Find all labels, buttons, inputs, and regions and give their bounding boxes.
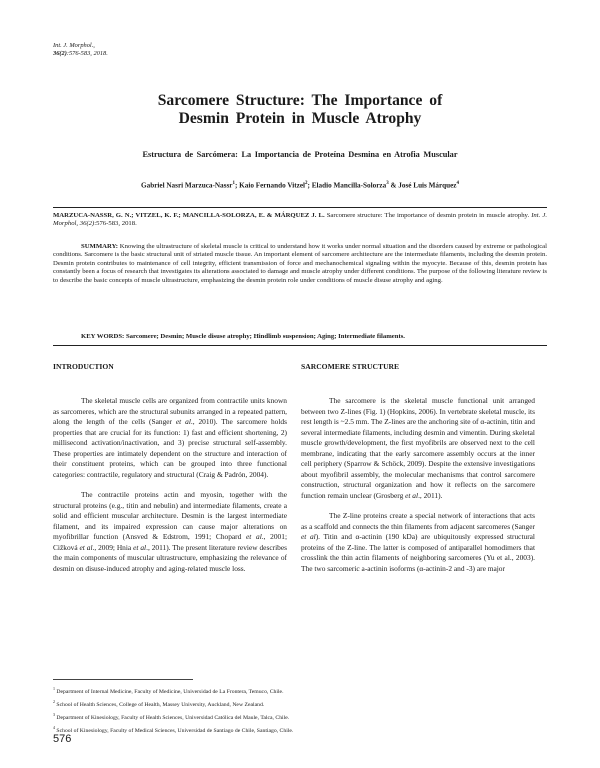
author-name: José Luis Márquez <box>398 181 457 190</box>
paragraph: The sarcomere is the skeletal muscle functional unit arranged between two Z-lines (Fig. 1) (Hopkins, 2006). In vertebrate skeletal muscle, its rest length is ~2.5 mm. The Z-lines are the anchoring site of α-actinin, titin and several intermediate filaments, including desmin and vimentin. During skeletal muscle growth/development, the first myofibrils are observed next to the cell membrane, indicating that the early sarcomere assembly occurs at the inner cell periphery (Sparrow & Schöck, 2009). Despite the extensive investigations about myofibril assembly, the molecular mechanisms that control sarcomere construction, structural organization and how it reflects on the sarcomere function remain unclear (Grosberg et al., 2011). <box>301 396 535 500</box>
journal-header <box>53 42 108 58</box>
footnotes <box>53 684 293 736</box>
right-column <box>301 396 535 574</box>
citation-authors: MARZUCA-NASSR, G. N.; VITZEL, K. F.; MANCILLA-SOLORZA, E. & MÁRQUEZ J. L. <box>53 212 325 219</box>
footnote: $^4$ School of Kinesiology, Faculty of Medical Sciences, Universidad de Santiago de Chile, Santiago, Chile. <box>53 724 294 734</box>
author-affiliation: 3 <box>386 181 389 186</box>
paragraph: The Z-line proteins create a special network of interactions that acts as a scaffold and connects the thin filaments from adjacent sarcomeres (Sanger et al). Titin and α-actinin (190 kDa) are ubiquitously expressed structural proteins of the Z-line. The latter is composed of antiparallel homodimers that crosslink the thin actin filaments of neighboring sarcomeres (Yu et al., 2003). The two sarcomeric a-actinin isoforms (α-actinin-2 and -3) are major <box>301 511 535 573</box>
title-line-2: Desmin Protein in Muscle Atrophy <box>178 110 422 127</box>
author-name: Gabriel Nasri Marzuca-Nassr <box>141 181 233 190</box>
page-number: 576 <box>53 733 72 745</box>
paper-subtitle: Estructura de Sarcómera: La Importancia de Proteína Desmina en Atrofia Muscular <box>142 150 458 159</box>
author-name: Eladio Mancilla-Solorza <box>311 181 387 190</box>
abstract-bottom-rule <box>53 345 547 346</box>
journal-volume: 36(2) <box>53 50 67 58</box>
paragraph: The contractile proteins actin and myosin, together with the structural proteins (e.g., titin and nebulin) and intermediate filaments, create a solid and efficient muscular architecture. Desmin is the largest intermediate filament, and its impaired expression can cause major alterations on myofibrillar function (Ansved & Edstrom, 1991; Chopard et al., 2001; Cižková et al., 2009; Hnia et al., 2011). The present literature review describes the main components of muscular ultrastructure, emphasizing the relevance of desmin on disuse-induced atrophy and aging-related muscle loss. <box>53 490 287 573</box>
summary-label: SUMMARY: <box>81 243 119 250</box>
citation-journal: Int. J. Morphol, 36(2) <box>53 212 547 228</box>
summary-text: Knowing the ultrastructure of skeletal muscle is critical to understand how it works under normal situation and the disorders caused by extreme or pathological conditions. Sarcomere is the basic structural unit of striated muscle tissue. An important element of sarcomere architecture are the intermediate filaments, including the desmin protein. Desmin protein contributes to maintenance of cell integrity, efficient transmission of force and mechanochemical signaling within the myocyte. Because of this, desmin protein has constantly been a focus of research that investigates its alterations associated to damage and muscle atrophy under different conditions. The purpose of the following literature review is to describe the basic concepts of muscle ultrastructure, emphasizing the desmin protein role under conditions of muscle disuse atrophy and aging. <box>53 243 547 284</box>
paragraph: The skeletal muscle cells are organized from contractile units known as sarcomeres, which are the structural subunits arranged in a repeated pattern, along the length of the cells (Sanger et al., 2010). The sarcomere holds properties that are crucial for its function: 1) fast and efficient shortening, 2) millisecond activation/inactivation, and 3) precise structural self-assembly. These properties are intimately dependent on the structure and interaction of their constituent proteins, which can be grouped into three functional categories: contractile, regulatory and structural (Craig & Padrón, 2004). <box>53 396 287 479</box>
section-heading-sarcomere-structure: SARCOMERE STRUCTURE <box>301 362 400 371</box>
author-affiliation: 2 <box>305 181 308 186</box>
author-list: Gabriel Nasri Marzuca-Nassr$^1$; Kaio Fernando Vitzel$^2$; Eladio Mancilla-Solorza$^3$ & José Luis Márquez$^4$ <box>141 181 459 190</box>
journal-name: Int. J. Morphol., <box>53 42 95 49</box>
abstract-top-rule <box>53 207 547 208</box>
left-column <box>53 396 287 574</box>
section-heading-introduction: INTRODUCTION <box>53 362 114 371</box>
title-line-1: Sarcomere Structure: The Importance of <box>157 92 443 109</box>
paper-title <box>60 92 540 128</box>
author-name: Kaio Fernando Vitzel <box>239 181 306 190</box>
footnote-rule <box>53 679 193 680</box>
footnote: $^3$ Department of Kinesiology, Faculty of Health Sciences, Universidad Católica del Maule, Talca, Chile. <box>53 711 290 721</box>
keywords: KEY WORDS: Sarcomere; Desmin; Muscle disuse atrophy; Hindlimb suspension; Aging; Intermediate filaments. <box>81 333 405 340</box>
summary <box>53 243 547 285</box>
footnote: $^1$ Department of Internal Medicine, Faculty of Medicine, Universidad de La Frontera, Temuco, Chile. <box>53 686 284 695</box>
author-affiliation: 4 <box>456 181 459 186</box>
footnote: $^2$ School of Health Sciences, College of Health, Massey University, Auckland, New Zealand. <box>53 698 265 708</box>
citation-pages: :576-583, 2018. <box>94 220 137 228</box>
journal-pages: :576-583, 2018. <box>66 50 108 58</box>
citation-text: Sarcomere structure: The importance of desmin protein in muscle atrophy. <box>324 212 532 219</box>
author-affiliation: 1 <box>232 181 235 186</box>
citation <box>53 212 547 229</box>
